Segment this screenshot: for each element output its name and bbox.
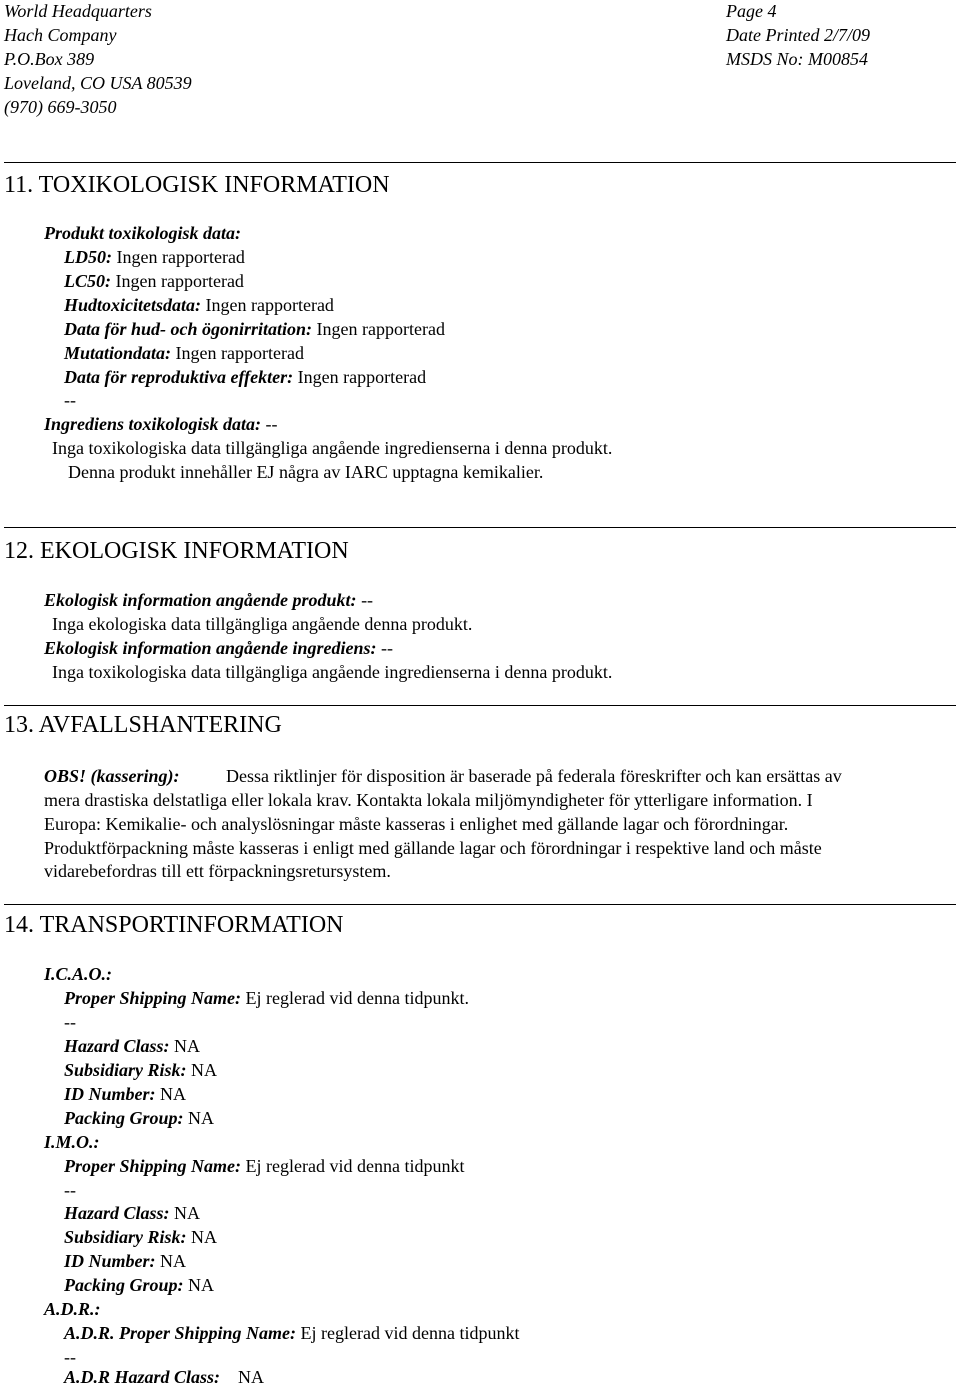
imo-subsidiary: Subsidiary Risk: NA xyxy=(64,1227,218,1247)
ingredient-tox: Ingrediens toxikologisk data: -- xyxy=(44,414,278,434)
imo-id: ID Number: NA xyxy=(64,1251,187,1271)
hq-line-4: Loveland, CO USA 80539 xyxy=(4,73,192,93)
imo-hazard: Hazard Class: NA xyxy=(64,1203,201,1223)
icao-packing: Packing Group: NA xyxy=(64,1108,215,1128)
dash: -- xyxy=(64,1012,76,1032)
adr-psn: A.D.R. Proper Shipping Name: Ej reglerad vid denna tidpunkt xyxy=(64,1323,520,1343)
product-tox-label: Produkt toxikologisk data: xyxy=(44,223,242,243)
icao-psn: Proper Shipping Name: Ej reglerad vid denna tidpunkt. xyxy=(64,988,469,1008)
icao-hazard: Hazard Class: NA xyxy=(64,1036,201,1056)
ingredient-tox-text: Inga toxikologiska data tillgängliga angående ingredienserna i denna produkt. xyxy=(52,438,613,458)
dash: -- xyxy=(64,390,76,410)
disposal-text-5: vidarebefordras till ett förpackningsretursystem. xyxy=(44,861,391,881)
divider xyxy=(4,705,956,706)
eco-ingredient-text: Inga toxikologiska data tillgängliga angående ingredienserna i denna produkt. xyxy=(52,662,613,682)
page-number: Page 4 xyxy=(726,1,777,21)
msds-number: MSDS No: M00854 xyxy=(726,49,868,69)
hq-line-2: Hach Company xyxy=(4,25,117,45)
tox-item: LD50: Ingen rapporterad xyxy=(64,247,245,267)
tox-item: Data för hud- och ögonirritation: Ingen rapporterad xyxy=(64,319,445,339)
section-14-title: 14. TRANSPORTINFORMATION xyxy=(4,912,344,938)
icao-label: I.C.A.O.: xyxy=(44,964,113,984)
section-13-title: 13. AVFALLSHANTERING xyxy=(4,712,282,738)
disposal-text-4: Produktförpackning måste kasseras i enligt med gällande lagar och förordningar i respektive land och måste xyxy=(44,838,822,858)
eco-product-text: Inga ekologiska data tillgängliga angående denna produkt. xyxy=(52,614,473,634)
iarc-text: Denna produkt innehåller EJ några av IARC upptagna kemikalier. xyxy=(68,462,544,482)
eco-ingredient: Ekologisk information angående ingrediens: -- xyxy=(44,638,394,658)
imo-packing: Packing Group: NA xyxy=(64,1275,215,1295)
disposal-label: OBS! (kassering): xyxy=(44,766,180,786)
tox-item: LC50: Ingen rapporterad xyxy=(64,271,244,291)
divider xyxy=(4,527,956,528)
divider xyxy=(4,904,956,905)
adr-label: A.D.R.: xyxy=(44,1299,101,1319)
icao-id: ID Number: NA xyxy=(64,1084,187,1104)
disposal-text-3: Europa: Kemikalie- och analyslösningar måste kasseras i enlighet med gällande lagar och förordningar. xyxy=(44,814,789,834)
adr-hazard: A.D.R Hazard Class: NA xyxy=(64,1367,265,1387)
tox-item: Data för reproduktiva effekter: Ingen rapporterad xyxy=(64,367,427,387)
hq-line-5: (970) 669-3050 xyxy=(4,97,117,117)
section-12-title: 12. EKOLOGISK INFORMATION xyxy=(4,538,349,564)
dash: -- xyxy=(64,1347,76,1367)
disposal-text-1: Dessa riktlinjer för disposition är baserade på federala föreskrifter och kan ersättas av xyxy=(226,766,842,786)
dash: -- xyxy=(64,1180,76,1200)
divider xyxy=(4,162,956,163)
hq-line-3: P.O.Box 389 xyxy=(4,49,95,69)
disposal-text-2: mera drastiska delstatliga eller lokala krav. Kontakta lokala miljömyndigheter för ytterligare information. I xyxy=(44,790,813,810)
hq-line-1: World Headquarters xyxy=(4,1,152,21)
tox-item: Mutationdata: Ingen rapporterad xyxy=(64,343,304,363)
imo-psn: Proper Shipping Name: Ej reglerad vid denna tidpunkt xyxy=(64,1156,465,1176)
imo-label: I.M.O.: xyxy=(44,1132,100,1152)
icao-subsidiary: Subsidiary Risk: NA xyxy=(64,1060,218,1080)
tox-item: Hudtoxicitetsdata: Ingen rapporterad xyxy=(64,295,334,315)
date-printed: Date Printed 2/7/09 xyxy=(726,25,870,45)
eco-product: Ekologisk information angående produkt: -- xyxy=(44,590,374,610)
section-11-title: 11. TOXIKOLOGISK INFORMATION xyxy=(4,172,390,198)
